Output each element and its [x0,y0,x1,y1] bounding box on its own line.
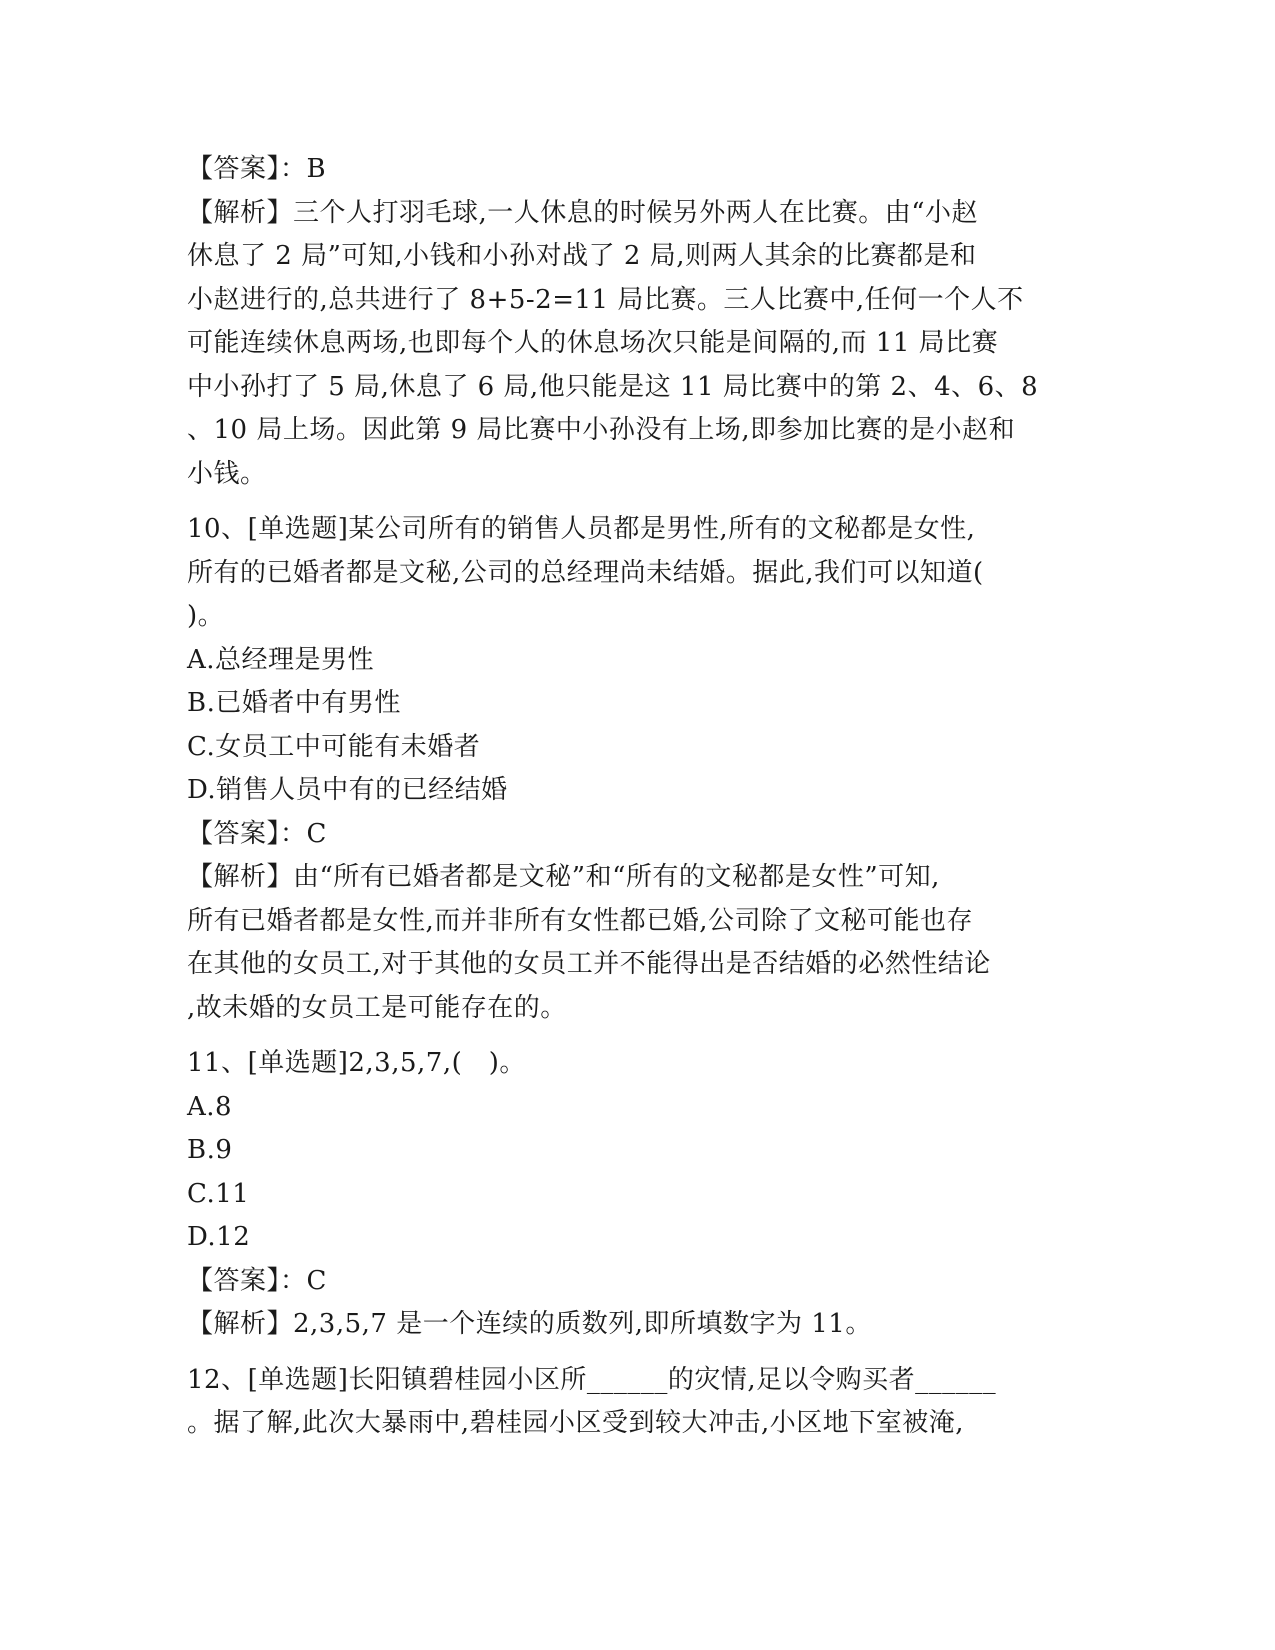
analysis-line: 小钱。 [187,458,267,489]
spacer [187,496,1082,508]
option-c: C.女员工中可能有未婚者 [187,731,481,762]
question-line: )。 [187,601,225,631]
option-a: A.8 [187,1091,233,1122]
option-c: C.11 [187,1178,250,1209]
option-b: B.9 [187,1135,233,1165]
option-b: B.已婚者中有男性 [187,688,401,718]
answer-line: 【答案】：B [187,154,327,184]
question-12-block [187,1359,1082,1446]
analysis-line: ,故未婚的女员工是可能存在的。 [187,992,567,1023]
question-9-block [187,148,1082,496]
analysis-line: 在其他的女员工,对于其他的女员工并不能得出是否结婚的必然性结论 [187,949,991,979]
question-line: 12、[单选题]长阳镇碧桂园小区所______的灾情,足以令购买者______ [187,1364,997,1395]
question-line: 。据了解,此次大暴雨中,碧桂园小区受到较大冲击,小区地下室被淹, [187,1408,965,1438]
question-line: 所有的已婚者都是文秘,公司的总经理尚未结婚。据此,我们可以知道( [187,557,984,588]
analysis-line: 小赵进行的,总共进行了 8+5-2=11 局比赛。三人比赛中,任何一个人不 [187,284,1024,315]
analysis-line: 中小孙打了 5 局,休息了 6 局,他只能是这 11 局比赛中的第 2、4、6、8 [187,371,1039,402]
analysis-line: 、10 局上场。因此第 9 局比赛中小孙没有上场,即参加比赛的是小赵和 [187,415,1016,445]
option-a: A.总经理是男性 [187,644,375,675]
option-d: D.12 [187,1222,251,1252]
analysis-line: 可能连续休息两场,也即每个人的休息场次只能是间隔的,而 11 局比赛 [187,328,999,358]
analysis-line: 【解析】三个人打羽毛球,一人休息的时候另外两人在比赛。由“小赵 [187,197,979,228]
analysis-line: 【解析】2,3,5,7 是一个连续的质数列,即所填数字为 11。 [187,1309,872,1339]
analysis-line: 休息了 2 局”可知,小钱和小孙对战了 2 局,则两人其余的比赛都是和 [187,241,977,271]
document-page [187,148,1082,1446]
answer-line: 【答案】：C [187,818,327,849]
spacer [187,1347,1082,1359]
spacer [187,1030,1082,1042]
answer-line: 【答案】：C [187,1265,327,1296]
option-d: D.销售人员中有的已经结婚 [187,775,508,805]
analysis-line: 所有已婚者都是女性,而并非所有女性都已婚,公司除了文秘可能也存 [187,905,974,936]
question-line: 11、[单选题]2,3,5,7,( )。 [187,1048,526,1078]
analysis-line: 【解析】由“所有已婚者都是文秘”和“所有的文秘都是女性”可知, [187,862,940,892]
question-line: 10、[单选题]某公司所有的销售人员都是男性,所有的文秘都是女性, [187,514,976,544]
question-10-block [187,508,1082,1030]
question-11-block [187,1042,1082,1347]
